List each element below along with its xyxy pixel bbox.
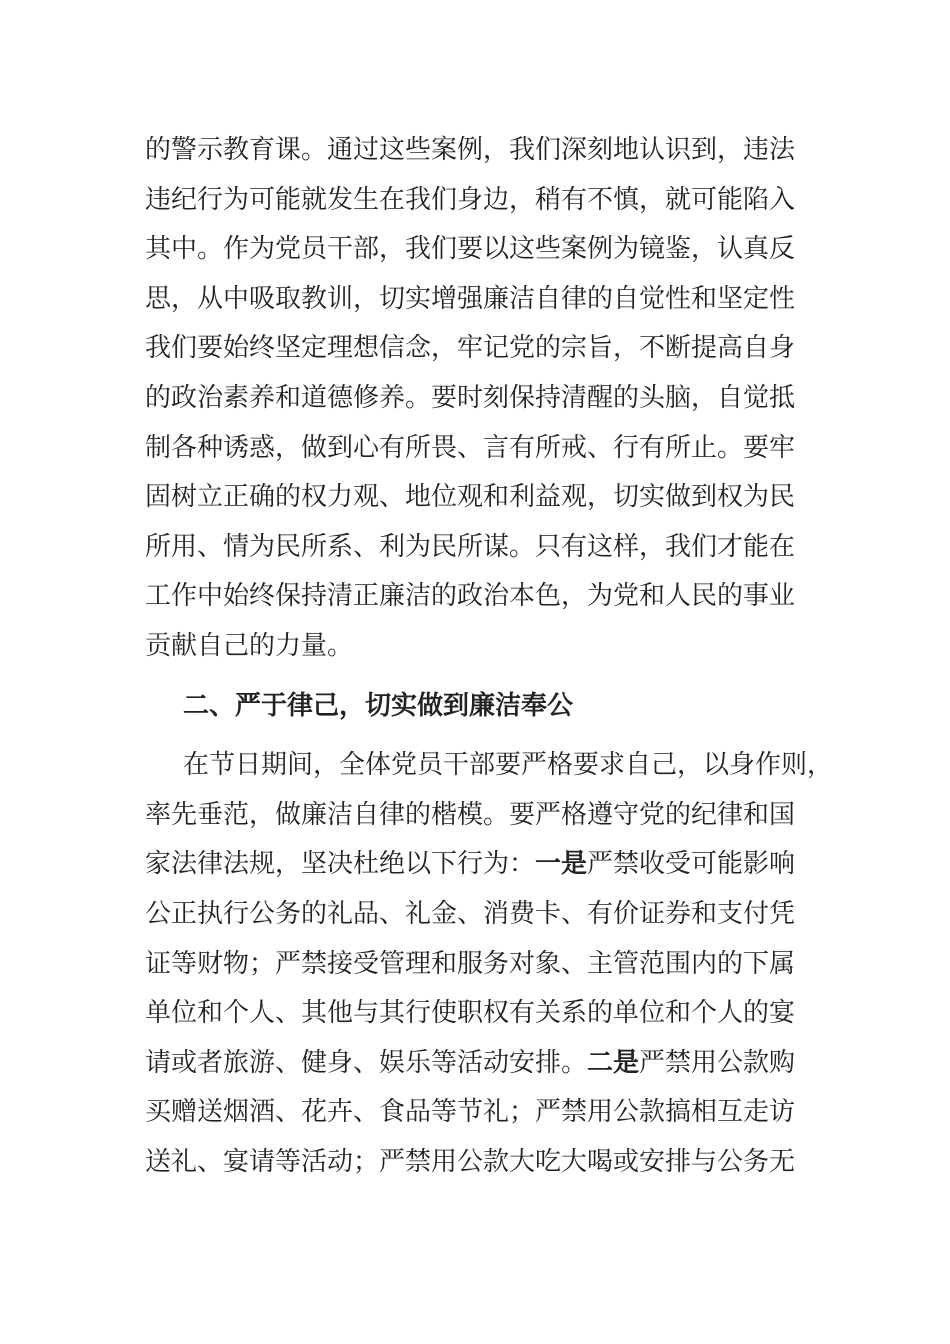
body-line [145, 1039, 835, 1089]
body-line: 违纪行为可能就发生在我们身边，稍有不慎，就可能陷入 [145, 184, 796, 215]
body-line: 证等财物；严禁接受管理和服务对象、主管范围内的下属 [145, 948, 796, 979]
body-line: 贡献自己的力量。 [145, 630, 354, 661]
emphasis-second: 二是 [587, 1047, 640, 1078]
body-line: 工作中始终保持清正廉洁的政治本色，为党和人民的事业 [145, 581, 796, 612]
body-text: 严禁用公款购 [639, 1047, 796, 1078]
paragraph-gap [145, 731, 835, 741]
body-text: 请或者旅游、健身、娱乐等活动安排。 [145, 1047, 588, 1078]
body-line: 所用、情为民所系、利为民所谋。只有这样，我们才能在 [145, 531, 796, 562]
body-text: 家法律法规，坚决杜绝以下行为： [145, 849, 536, 880]
body-line: 的政治素养和道德修养。要时刻保持清醒的头脑，自觉抵 [145, 382, 796, 413]
body-line: 送礼、宴请等活动；严禁用公款大吃大喝或安排与公务无 [145, 1146, 796, 1177]
body-line: 单位和个人、其他与其行使职权有关系的单位和个人的宴 [145, 998, 796, 1029]
body-line: 公正执行公务的礼品、礼金、消费卡、有价证券和支付凭 [145, 898, 796, 929]
body-line: 率先垂范，做廉洁自律的楷模。要严格遵守党的纪律和国 [145, 799, 796, 830]
body-line: 制各种诱惑，做到心有所畏、言有所戒、行有所止。要牢 [145, 432, 796, 463]
body-line: 其中。作为党员干部，我们要以这些案例为镜鉴，认真反 [145, 234, 796, 265]
section-1-paragraph [145, 126, 835, 672]
body-line: 思，从中吸取教训，切实增强廉洁自律的自觉性和坚定性 [145, 283, 796, 314]
section-2-paragraph [145, 741, 835, 1187]
paragraph-gap [145, 672, 835, 682]
body-line: 固树立正确的权力观、地位观和利益观，切实做到权为民 [145, 482, 796, 513]
emphasis-first: 一是 [535, 849, 588, 880]
body-line: 我们要始终坚定理想信念，牢记党的宗旨，不断提高自身 [145, 333, 796, 364]
body-line [145, 840, 835, 890]
section-2-heading: 二、严于律己，切实做到廉洁奉公 [183, 690, 574, 721]
body-text: 严禁收受可能影响 [587, 849, 796, 880]
body-line: 在节日期间，全体党员干部要严格要求自己，以身作则， [183, 750, 834, 781]
body-line: 买赠送烟酒、花卉、食品等节礼；严禁用公款搞相互走访 [145, 1097, 796, 1128]
body-line: 的警示教育课。通过这些案例，我们深刻地认识到，违法 [145, 135, 796, 165]
document-body [145, 126, 835, 1187]
